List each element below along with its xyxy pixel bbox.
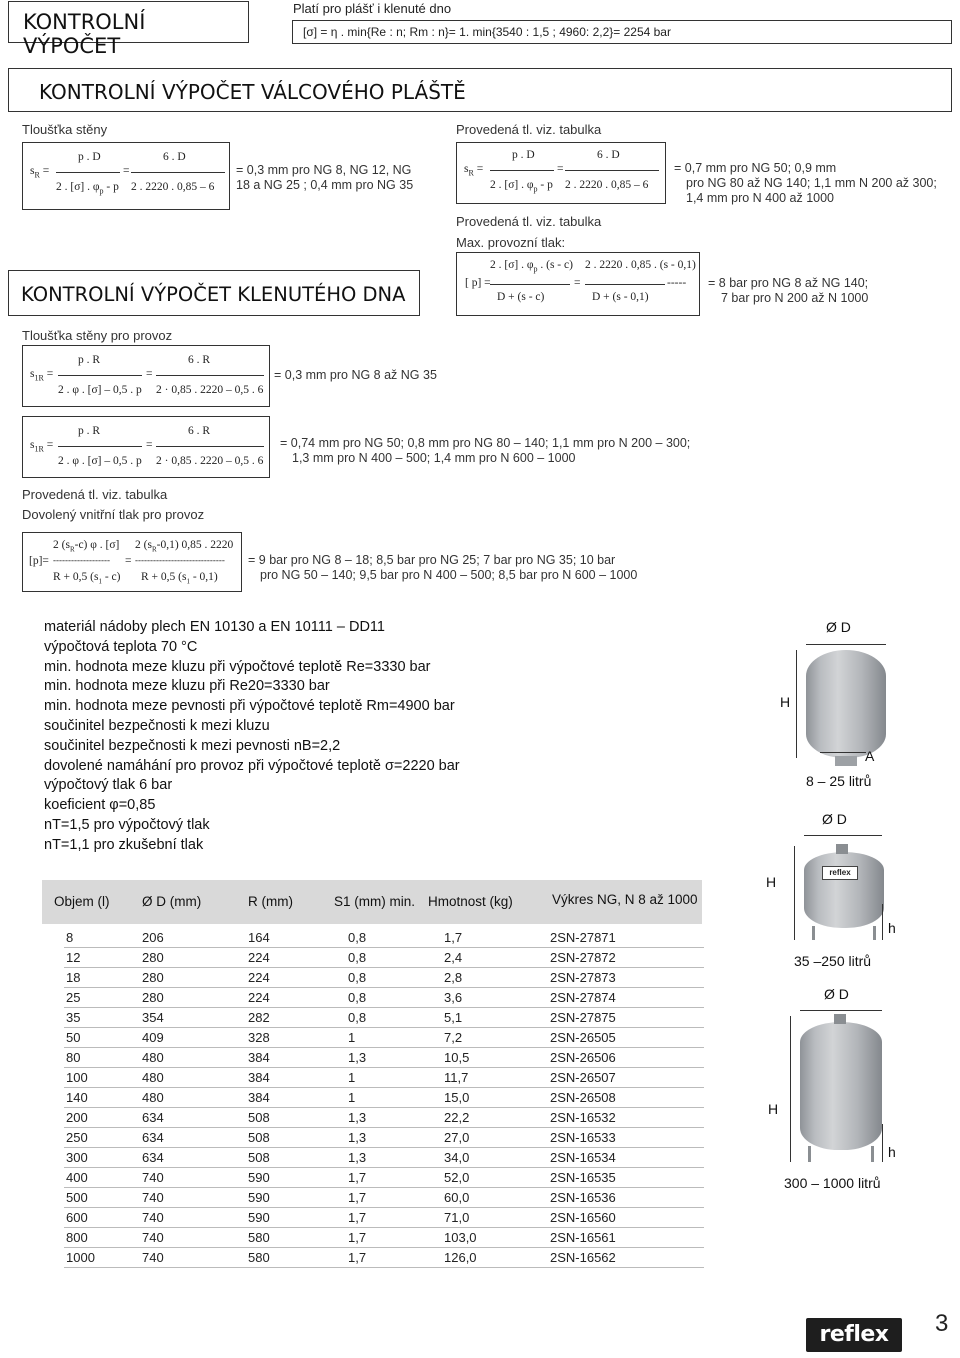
tank1-foot: [835, 756, 857, 766]
tank3-h2-line: [882, 1124, 883, 1162]
table-cell: 1,7: [348, 1210, 367, 1225]
shell-right-formula: [456, 142, 666, 204]
table-cell: 2SN-16533: [550, 1130, 616, 1145]
tank2-image: [804, 852, 884, 928]
den2: 2 · 0,85 . 2220 – 0,5 . 6: [156, 384, 264, 396]
table-cell: 634: [142, 1150, 164, 1165]
table-row: [42, 1028, 702, 1048]
banner-formula-box: [292, 20, 952, 44]
table-cell: 2SN-16536: [550, 1190, 616, 1205]
dome-title-box: [8, 270, 420, 316]
table-cell: 480: [142, 1070, 164, 1085]
eq: =: [125, 555, 132, 567]
table-cell: 480: [142, 1050, 164, 1065]
table-row: [42, 948, 702, 968]
table-row: [42, 988, 702, 1008]
table-cell: 1,3: [348, 1110, 367, 1125]
table-cell: 280: [142, 970, 164, 985]
tank1-h-label: H: [780, 694, 791, 710]
row-divider: [64, 1267, 704, 1268]
table-cell: 1,3: [348, 1050, 367, 1065]
dome-result1: = 0,3 mm pro NG 8 až NG 35: [274, 368, 437, 382]
table-cell: 740: [142, 1170, 164, 1185]
result-line: = 9 bar pro NG 8 – 18; 8,5 bar pro NG 25; 7 bar pro NG 35; 10 bar: [248, 553, 616, 567]
table-cell: 12: [66, 950, 81, 965]
lhs: [p]=: [29, 555, 49, 567]
eq: =: [574, 277, 581, 289]
table-cell: 200: [66, 1110, 88, 1125]
spec-item: min. hodnota meze pevnosti při výpočtové teplotě Rm=4900 bar: [44, 698, 455, 715]
table-cell: 2SN-26505: [550, 1030, 616, 1045]
table-cell: 15,0: [444, 1090, 470, 1105]
tank3-d-label: Ø D: [824, 986, 849, 1002]
result-line: 1,3 mm pro N 400 – 500; 1,4 mm pro N 600 – 1000: [292, 451, 576, 465]
table-cell: 590: [248, 1210, 270, 1225]
table-cell: 384: [248, 1070, 270, 1085]
shell-left-result: = 0,3 mm pro NG 8, NG 12, NG 18 a NG 25 ; 0,4 mm pro NG 35: [236, 163, 414, 192]
tank2-h-label: H: [766, 874, 777, 890]
shell-title: KONTROLNÍ VÝPOČET VÁLCOVÉHO PLÁŠTĚ: [39, 80, 466, 104]
table-cell: 2SN-26506: [550, 1050, 616, 1065]
table-cell: 10,5: [444, 1050, 470, 1065]
table-cell: 224: [248, 990, 270, 1005]
tank2-caption: 35 –250 litrů: [794, 953, 872, 969]
table-cell: 280: [142, 950, 164, 965]
table-cell: 206: [142, 930, 164, 945]
table-cell: 8: [66, 930, 74, 945]
table-cell: 60,0: [444, 1190, 470, 1205]
dome-formula1: [22, 345, 270, 407]
table-cell: 1,7: [348, 1230, 367, 1245]
num2: 2 . 2220 . 0,85 . (s - 0,1): [585, 259, 696, 271]
tank2-brand-badge: reflex: [822, 866, 858, 880]
table-cell: 2SN-16562: [550, 1250, 616, 1265]
table-row: [42, 1048, 702, 1068]
table-row: [42, 1208, 702, 1228]
col-header: Hmotnost (kg): [428, 894, 513, 909]
den2: 2 · 0,85 . 2220 – 0,5 . 6: [156, 455, 264, 467]
table-row: [42, 1088, 702, 1108]
table-cell: 80: [66, 1050, 81, 1065]
table-cell: 126,0: [444, 1250, 477, 1265]
tank3-feet: [808, 1146, 874, 1162]
tank3-top-fitting: [834, 1014, 846, 1024]
table-cell: 740: [142, 1190, 164, 1205]
table-cell: 740: [142, 1230, 164, 1245]
den1: D + (s - c): [497, 291, 545, 303]
shell-left-label: Tloušťka stěny: [22, 122, 108, 137]
table-row: [42, 928, 702, 948]
table-cell: 0,8: [348, 990, 367, 1005]
table-cell: 2SN-27871: [550, 930, 616, 945]
table-cell: 508: [248, 1130, 270, 1145]
lhs: $s_{1R}$ =: [30, 439, 54, 454]
table-cell: 2SN-16532: [550, 1110, 616, 1125]
table-cell: 280: [142, 990, 164, 1005]
table-cell: 103,0: [444, 1230, 477, 1245]
table-cell: 1,7: [348, 1190, 367, 1205]
table-cell: 508: [248, 1150, 270, 1165]
pressure-result: [708, 276, 868, 306]
table-cell: 5,1: [444, 1010, 463, 1025]
den1: 2 . [σ] . $\varphi_p$ - p: [56, 181, 119, 196]
tank1-h-line: [796, 650, 797, 758]
spec-item: součinitel bezpečnosti k mezi pevnosti nB=2,2: [44, 737, 341, 754]
table-cell: 1: [348, 1070, 356, 1085]
col-header: Výkres NG, N 8 až 1000: [552, 892, 698, 907]
spec-item: výpočtový tlak 6 bar: [44, 777, 173, 794]
table-cell: 409: [142, 1030, 164, 1045]
table-cell: 2,4: [444, 950, 463, 965]
table-row: [42, 1128, 702, 1148]
table-cell: 164: [248, 930, 270, 945]
table-cell: 224: [248, 950, 270, 965]
table-cell: 11,7: [444, 1070, 469, 1085]
tank2-h2-label: h: [888, 920, 896, 936]
den2: D + (s - 0,1): [592, 291, 649, 303]
table-cell: 634: [142, 1110, 164, 1125]
shell-right-label: Provedená tl. viz. tabulka: [456, 122, 602, 137]
table-cell: 0,8: [348, 930, 367, 945]
num1: p . R: [78, 425, 101, 437]
lhs: $s_{1R}$ =: [30, 368, 54, 383]
den2: 2 . 2220 . 0,85 – 6: [131, 181, 215, 193]
result-line: pro NG 80 až NG 140; 1,1 mm N 200 až 300;: [686, 176, 937, 190]
table-cell: 634: [142, 1130, 164, 1145]
table-cell: 328: [248, 1030, 270, 1045]
table-cell: 282: [248, 1010, 270, 1025]
tank3-h-line: [790, 1016, 791, 1162]
den1: R + 0,5 $(s_1 - c)$: [53, 571, 121, 586]
table-cell: 800: [66, 1230, 88, 1245]
frac-line: [490, 170, 554, 171]
table-cell: 0,8: [348, 1010, 367, 1025]
table-cell: 1,7: [348, 1170, 367, 1185]
banner-formula: [σ] = η . min{Re : n; Rm : n}= 1. min{3540 : 1,5 ; 4960: 2,2}= 2254 bar: [303, 25, 671, 39]
num2: 6 . R: [188, 354, 211, 366]
tank1-d-label: Ø D: [826, 619, 851, 635]
spec-item: koeficient φ=0,85: [44, 797, 156, 814]
col-header: Ø D (mm): [142, 894, 202, 909]
num1: p . R: [78, 354, 101, 366]
den1: 2 . φ . [σ] – 0,5 . p: [58, 384, 142, 396]
eq: =: [146, 439, 153, 451]
table-cell: 740: [142, 1250, 164, 1265]
dashes: -----: [667, 277, 687, 289]
frac-line: [56, 172, 120, 173]
table-cell: 480: [142, 1090, 164, 1105]
col-header: R (mm): [248, 894, 293, 909]
dome-formula3: [22, 532, 242, 592]
tank3-h2-label: h: [888, 1144, 896, 1160]
shell-right-result: [674, 161, 937, 206]
table-cell: 1,3: [348, 1150, 367, 1165]
table-cell: 50: [66, 1030, 81, 1045]
spec-item: materiál nádoby plech EN 10130 a EN 10111 – DD11: [44, 619, 385, 635]
table-cell: 2,8: [444, 970, 463, 985]
page-number: 3: [935, 1310, 949, 1337]
table-cell: 500: [66, 1190, 88, 1205]
table-cell: 2SN-16535: [550, 1170, 616, 1185]
dome-label: Tloušťka stěny pro provoz: [22, 328, 173, 343]
frac-line: [585, 284, 665, 285]
table-cell: 590: [248, 1170, 270, 1185]
table-row: [42, 1168, 702, 1188]
tank2-feet: [812, 926, 876, 940]
num2: 6 . D: [163, 151, 186, 163]
shell-title-box: [8, 68, 952, 112]
num1: p . D: [78, 151, 101, 163]
spec-item: nT=1,5 pro výpočtový tlak: [44, 816, 210, 833]
table-cell: 400: [66, 1170, 88, 1185]
tank1-a-line: [820, 752, 866, 753]
result-line: = 0,74 mm pro NG 50; 0,8 mm pro NG 80 – 140; 1,1 mm pro N 200 – 300;: [280, 436, 691, 450]
table-cell: 224: [248, 970, 270, 985]
table-row: [42, 1068, 702, 1088]
num1: 2 . [σ] . $\varphi_p$ . (s - c): [490, 259, 573, 274]
table-cell: 2SN-27874: [550, 990, 616, 1005]
table-cell: 580: [248, 1250, 270, 1265]
dome-label3: Dovolený vnitřní tlak pro provoz: [22, 507, 205, 522]
eq: =: [557, 163, 564, 175]
dashes1: -------------------: [53, 555, 110, 565]
table-cell: 2SN-16560: [550, 1210, 616, 1225]
eq: =: [146, 368, 153, 380]
lhs: $s_R$ =: [30, 165, 50, 180]
table-cell: 1: [348, 1090, 356, 1105]
banner-note: Platí pro plášť i klenuté dno: [293, 1, 452, 16]
tank2-h2-line: [882, 904, 883, 940]
num1: 2 $(s_R-c)$ φ . [σ]: [53, 539, 120, 554]
frac-line: [156, 375, 264, 376]
table-cell: 250: [66, 1130, 88, 1145]
den1: 2 . [σ] . $\varphi_p$ - p: [490, 179, 553, 194]
table-row: [42, 1008, 702, 1028]
table-cell: 1,3: [348, 1130, 367, 1145]
table-cell: 35: [66, 1010, 81, 1025]
tank3-caption: 300 – 1000 litrů: [784, 1175, 881, 1191]
table-cell: 22,2: [444, 1110, 470, 1125]
tank1-caption: 8 – 25 litrů: [806, 773, 872, 789]
table-cell: 2SN-16561: [550, 1230, 616, 1245]
result-line: pro NG 50 – 140; 9,5 bar pro N 400 – 500; 8,5 bar pro N 600 – 1000: [260, 568, 638, 582]
table-row: [42, 1188, 702, 1208]
spec-item: dovolené namáhání pro provoz při výpočtové teplotě σ=2220 bar: [44, 757, 460, 774]
table-row: [42, 1228, 702, 1248]
table-cell: 18: [66, 970, 81, 985]
frac-line: [131, 172, 225, 173]
dome-result3: [248, 553, 637, 583]
pressure-formula: [456, 252, 700, 316]
table-cell: 3,6: [444, 990, 463, 1005]
frac-line: [565, 170, 659, 171]
dome-label2: Provedená tl. viz. tabulka: [22, 487, 168, 502]
table-cell: 25: [66, 990, 81, 1005]
table-cell: 7,2: [444, 1030, 463, 1045]
table-row: [42, 968, 702, 988]
tank1-image: [806, 650, 886, 758]
spec-list: [44, 618, 460, 856]
result-line: = 8 bar pro NG 8 až NG 140;: [708, 276, 869, 290]
dome-result2: [280, 436, 690, 466]
table-cell: 590: [248, 1190, 270, 1205]
table-cell: 0,8: [348, 970, 367, 985]
col-header: Objem (l): [54, 894, 110, 909]
dome-title: KONTROLNÍ VÝPOČET KLENUTÉHO DNA: [21, 283, 406, 306]
table-cell: 300: [66, 1150, 88, 1165]
title-box: [8, 1, 249, 58]
table-cell: 1000: [66, 1250, 95, 1265]
shell-right-label2: Provedená tl. viz. tabulka: [456, 214, 602, 229]
lhs: [ p] =: [465, 277, 491, 289]
frac-line: [490, 284, 570, 285]
table-cell: 1,7: [348, 1250, 367, 1265]
tank2-h-line: [794, 846, 795, 940]
table-cell: 580: [248, 1230, 270, 1245]
table-cell: 384: [248, 1050, 270, 1065]
table-cell: 384: [248, 1090, 270, 1105]
table-cell: 1,7: [444, 930, 463, 945]
spec-item: výpočtová teplota 70 °C: [44, 638, 198, 655]
table-cell: 0,8: [348, 950, 367, 965]
table-cell: 600: [66, 1210, 88, 1225]
table-row: [42, 1248, 702, 1268]
table-cell: 2SN-16534: [550, 1150, 616, 1165]
page-title: KONTROLNÍ VÝPOČET: [23, 10, 146, 58]
lhs: $s_R$ =: [464, 163, 484, 178]
den2: 2 . 2220 . 0,85 – 6: [565, 179, 649, 191]
result-line: 7 bar pro N 200 až N 1000: [721, 291, 869, 305]
table-cell: 71,0: [444, 1210, 470, 1225]
tank3-image: [800, 1022, 882, 1150]
tank1-a-label: A: [865, 748, 875, 764]
tank1-d-line: [806, 644, 886, 645]
spec-item: součinitel bezpečnosti k mezi kluzu: [44, 717, 270, 734]
frac-line: [58, 446, 142, 447]
frac-line: [58, 375, 142, 376]
table-cell: 27,0: [444, 1130, 470, 1145]
table-cell: 52,0: [444, 1170, 470, 1185]
tank3-d-line: [800, 1010, 882, 1011]
dome-formula2: [22, 416, 270, 478]
col-header: S1 (mm) min.: [334, 894, 415, 909]
num2: 6 . D: [597, 149, 620, 161]
dashes2: ------------------------------: [135, 555, 225, 565]
spec-item: min. hodnota meze kluzu při Re20=3330 bar: [44, 678, 330, 695]
num2: 2 $(s_R-0,1)$ 0,85 . 2220: [135, 539, 234, 554]
table-header: [42, 880, 702, 924]
table-row: [42, 1148, 702, 1168]
num1: p . D: [512, 149, 535, 161]
table-cell: 100: [66, 1070, 88, 1085]
table-cell: 2SN-26508: [550, 1090, 616, 1105]
table-cell: 740: [142, 1210, 164, 1225]
spec-item: nT=1,1 pro zkušební tlak: [44, 836, 204, 853]
table-cell: 34,0: [444, 1150, 470, 1165]
result-line: = 0,7 mm pro NG 50; 0,9 mm: [674, 161, 837, 175]
spec-item: min. hodnota meze kluzu při výpočtové teplotě Re=3330 bar: [44, 658, 431, 675]
table-cell: 1: [348, 1030, 356, 1045]
tank3-h-label: H: [768, 1101, 779, 1117]
table-cell: 140: [66, 1090, 88, 1105]
eq: =: [123, 165, 130, 177]
table-cell: 2SN-27872: [550, 950, 616, 965]
shell-left-formula: [22, 142, 230, 210]
frac-line: [156, 446, 264, 447]
table-cell: 508: [248, 1110, 270, 1125]
tank2-d-label: Ø D: [822, 811, 847, 827]
table-cell: 2SN-27875: [550, 1010, 616, 1025]
max-pressure-label: Max. provozní tlak:: [456, 235, 566, 250]
den2: R + 0,5 $(s_1 - 0,1)$: [141, 571, 218, 586]
den1: 2 . φ . [σ] – 0,5 . p: [58, 455, 142, 467]
tank2-d-line: [804, 835, 882, 836]
table-cell: 354: [142, 1010, 164, 1025]
table-row: [42, 1108, 702, 1128]
tank2-top-fitting: [836, 844, 848, 854]
reflex-logo: reflex: [806, 1318, 902, 1352]
num2: 6 . R: [188, 425, 211, 437]
table-cell: 2SN-26507: [550, 1070, 616, 1085]
table-cell: 2SN-27873: [550, 970, 616, 985]
result-line: 1,4 mm pro N 400 až 1000: [686, 191, 834, 205]
